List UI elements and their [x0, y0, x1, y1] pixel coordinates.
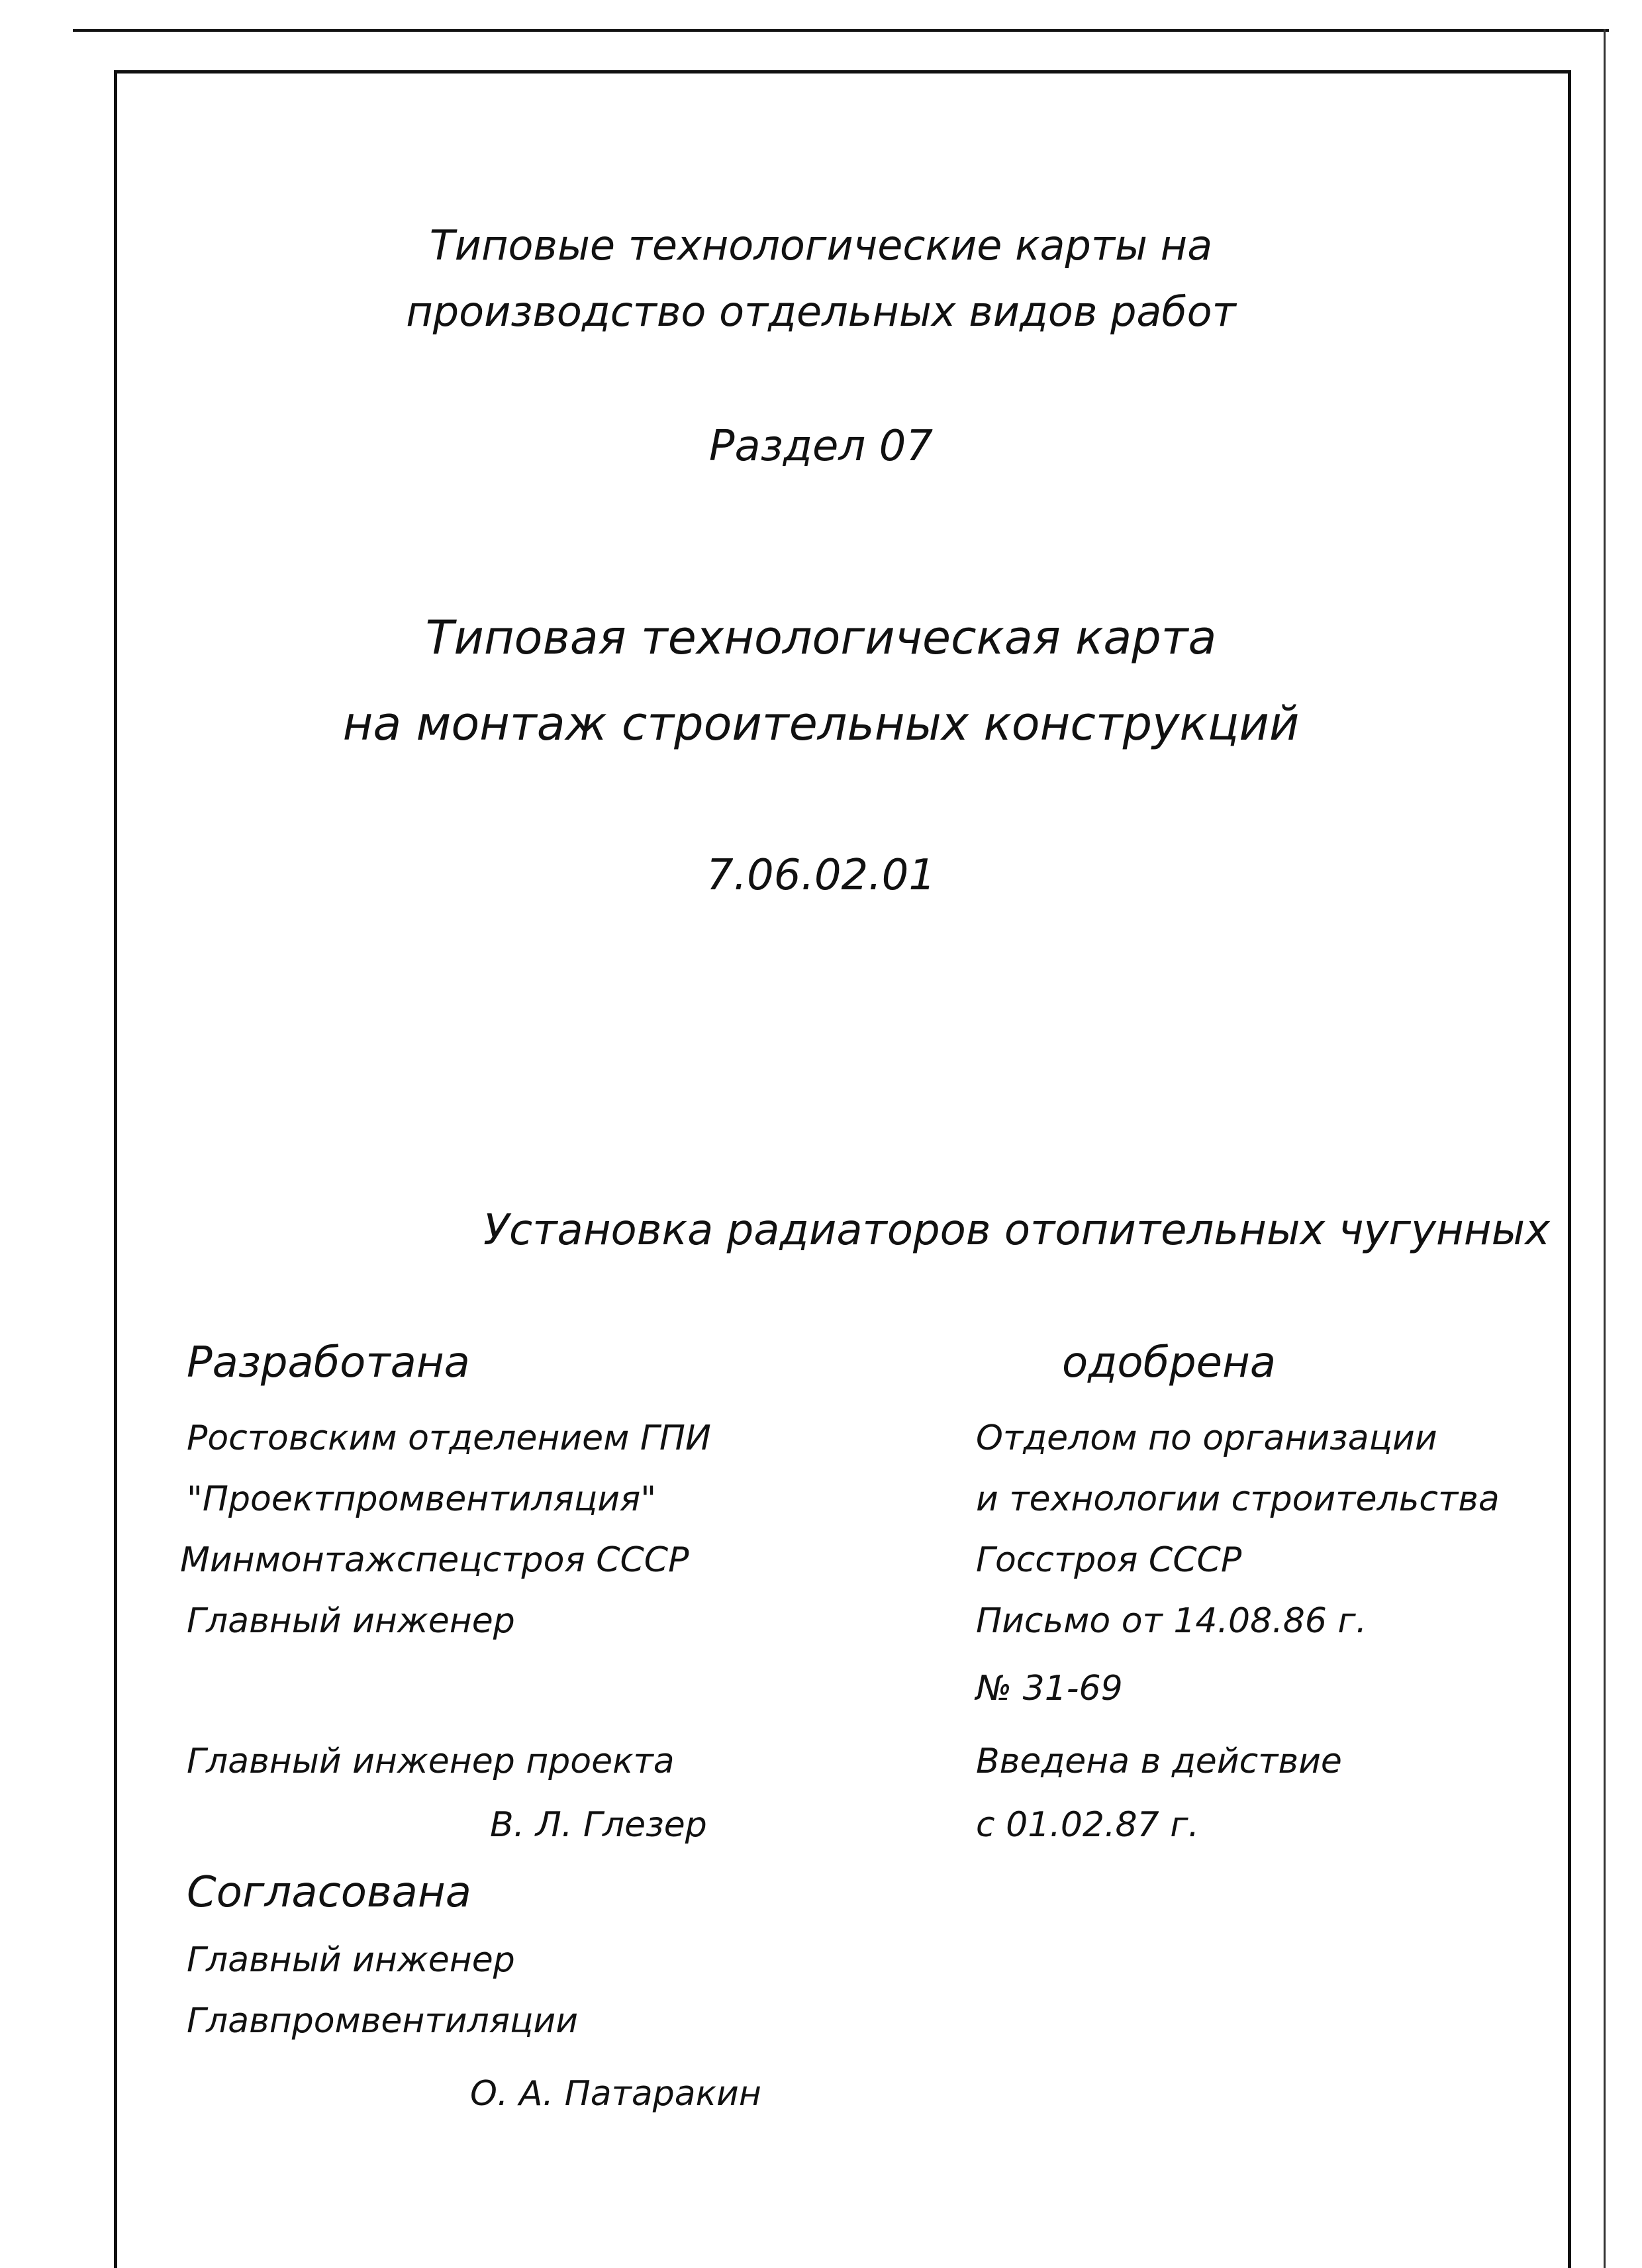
- approved-line-2: и технологии строительства: [976, 1479, 1500, 1519]
- agreed-name: О. А. Патаракин: [470, 2074, 761, 2114]
- card-title-line-2: на монтаж строительных конструкций: [342, 697, 1300, 751]
- approved-heading: одобрена: [1062, 1338, 1277, 1387]
- header-line-1: Типовые технологические карты на: [429, 221, 1213, 270]
- approved-effective-date: с 01.02.87 г.: [976, 1805, 1200, 1845]
- approved-line-1: Отделом по организации: [976, 1418, 1437, 1458]
- agreed-line-2: Главпромвентиляции: [187, 2001, 578, 2041]
- project-chief-name: В. Л. Глезер: [490, 1805, 707, 1845]
- card-title-line-1: Типовая технологическая карта: [425, 611, 1217, 665]
- developed-org-line-2: "Проектпромвентиляция": [187, 1479, 657, 1519]
- approved-effective-label: Введена в действие: [976, 1742, 1342, 1781]
- developed-ministry: Минмонтажспецстроя СССР: [180, 1540, 689, 1580]
- frame-right-border: [1568, 70, 1571, 2268]
- header-line-2: производство отдельных видов работ: [406, 287, 1236, 336]
- top-rule: [73, 29, 1609, 32]
- agreed-line-1: Главный инженер: [187, 1940, 515, 1980]
- approved-line-3: Госстроя СССР: [976, 1540, 1242, 1580]
- developed-heading: Разработана: [187, 1338, 470, 1387]
- page-edge-line: [1604, 29, 1606, 2268]
- project-chief-engineer: Главный инженер проекта: [187, 1742, 675, 1781]
- frame-top-border: [114, 70, 1570, 74]
- agreed-heading: Согласована: [187, 1868, 471, 1917]
- approved-number: № 31-69: [976, 1669, 1123, 1708]
- subject-title: Установка радиаторов отопительных чугунных: [483, 1206, 1550, 1255]
- frame-left-border: [114, 70, 117, 2268]
- section-label: Раздел 07: [708, 422, 934, 471]
- developed-chief-engineer: Главный инженер: [187, 1601, 515, 1641]
- approved-letter: Письмо от 14.08.86 г.: [976, 1601, 1367, 1641]
- developed-org-line-1: Ростовским отделением ГПИ: [187, 1418, 711, 1458]
- document-code: 7.06.02.01: [706, 851, 936, 900]
